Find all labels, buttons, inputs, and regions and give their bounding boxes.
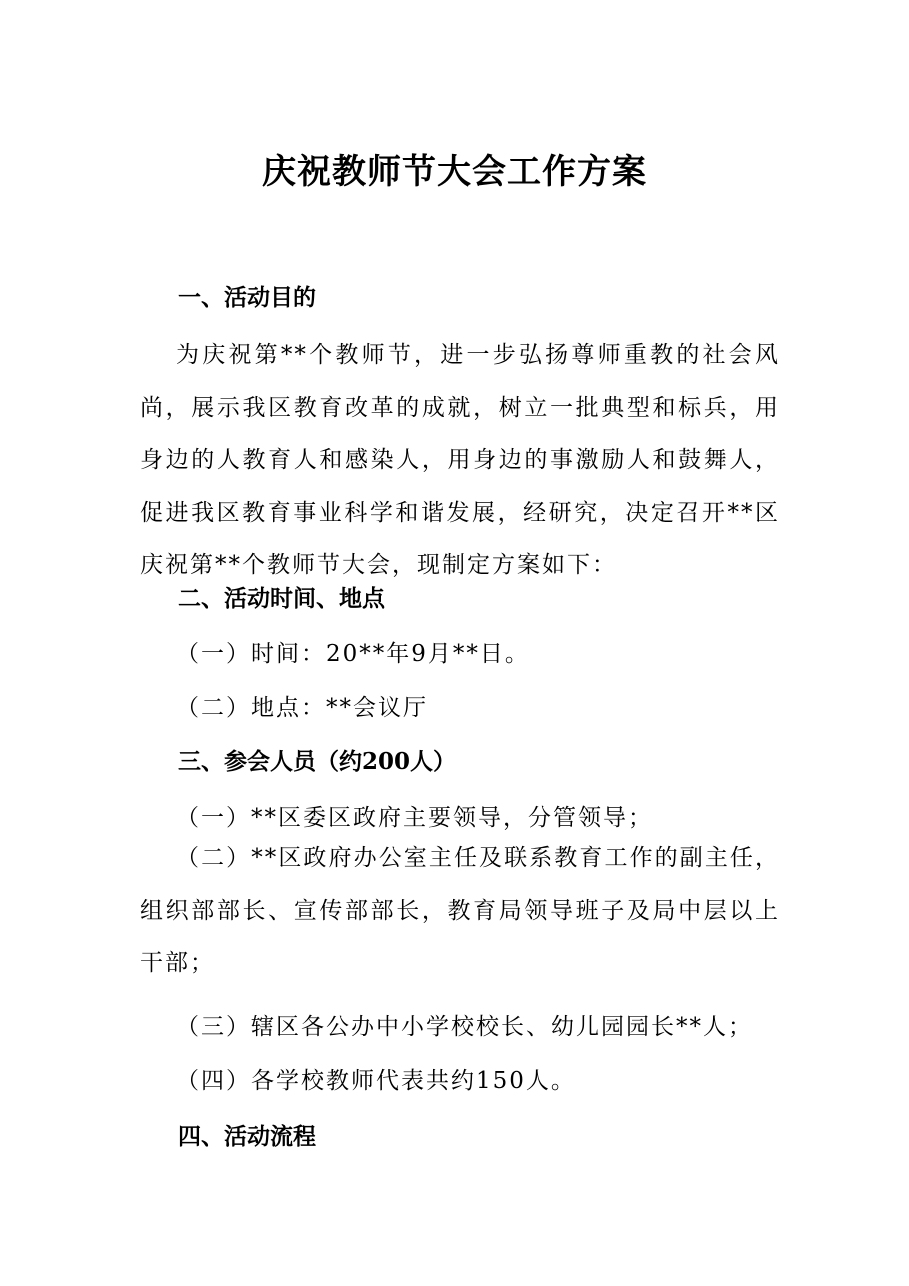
list-item-officials: （二）**区政府办公室主任及联系教育工作的副主任，组织部部长、宣传部部长，教育局领导班子及局中层以上干部；: [140, 845, 780, 976]
section-heading-attendees: 三、参会人员（约200人）: [178, 748, 457, 775]
list-item-principals: （三）辖区各公办中小学校校长、幼儿园园长**人；: [176, 1014, 753, 1040]
section-heading-process: 四、活动流程: [178, 1123, 316, 1150]
section-heading-time-place: 二、活动时间、地点: [178, 585, 385, 612]
section-body-purpose: 为庆祝第**个教师节，进一步弘扬尊师重教的社会风尚，展示我区教育改革的成就，树立一批典型和标兵，用身边的人教育人和感染人，用身边的事激励人和鼓舞人，促进我区教育事业科学和谐发展，经研究，决定召开**区庆祝第**个教师节大会，现制定方案如下：: [140, 342, 780, 578]
list-item-place: （二）地点：**会议厅: [176, 695, 428, 721]
document-title: 庆祝教师节大会工作方案: [262, 152, 647, 192]
list-item-teachers: （四）各学校教师代表共约150人。: [176, 1068, 576, 1094]
section-heading-purpose: 一、活动目的: [178, 284, 316, 311]
list-item-leaders: （一）**区委区政府主要领导，分管领导；: [176, 805, 653, 831]
list-item-time: （一）时间：20**年9月**日。: [176, 641, 530, 667]
